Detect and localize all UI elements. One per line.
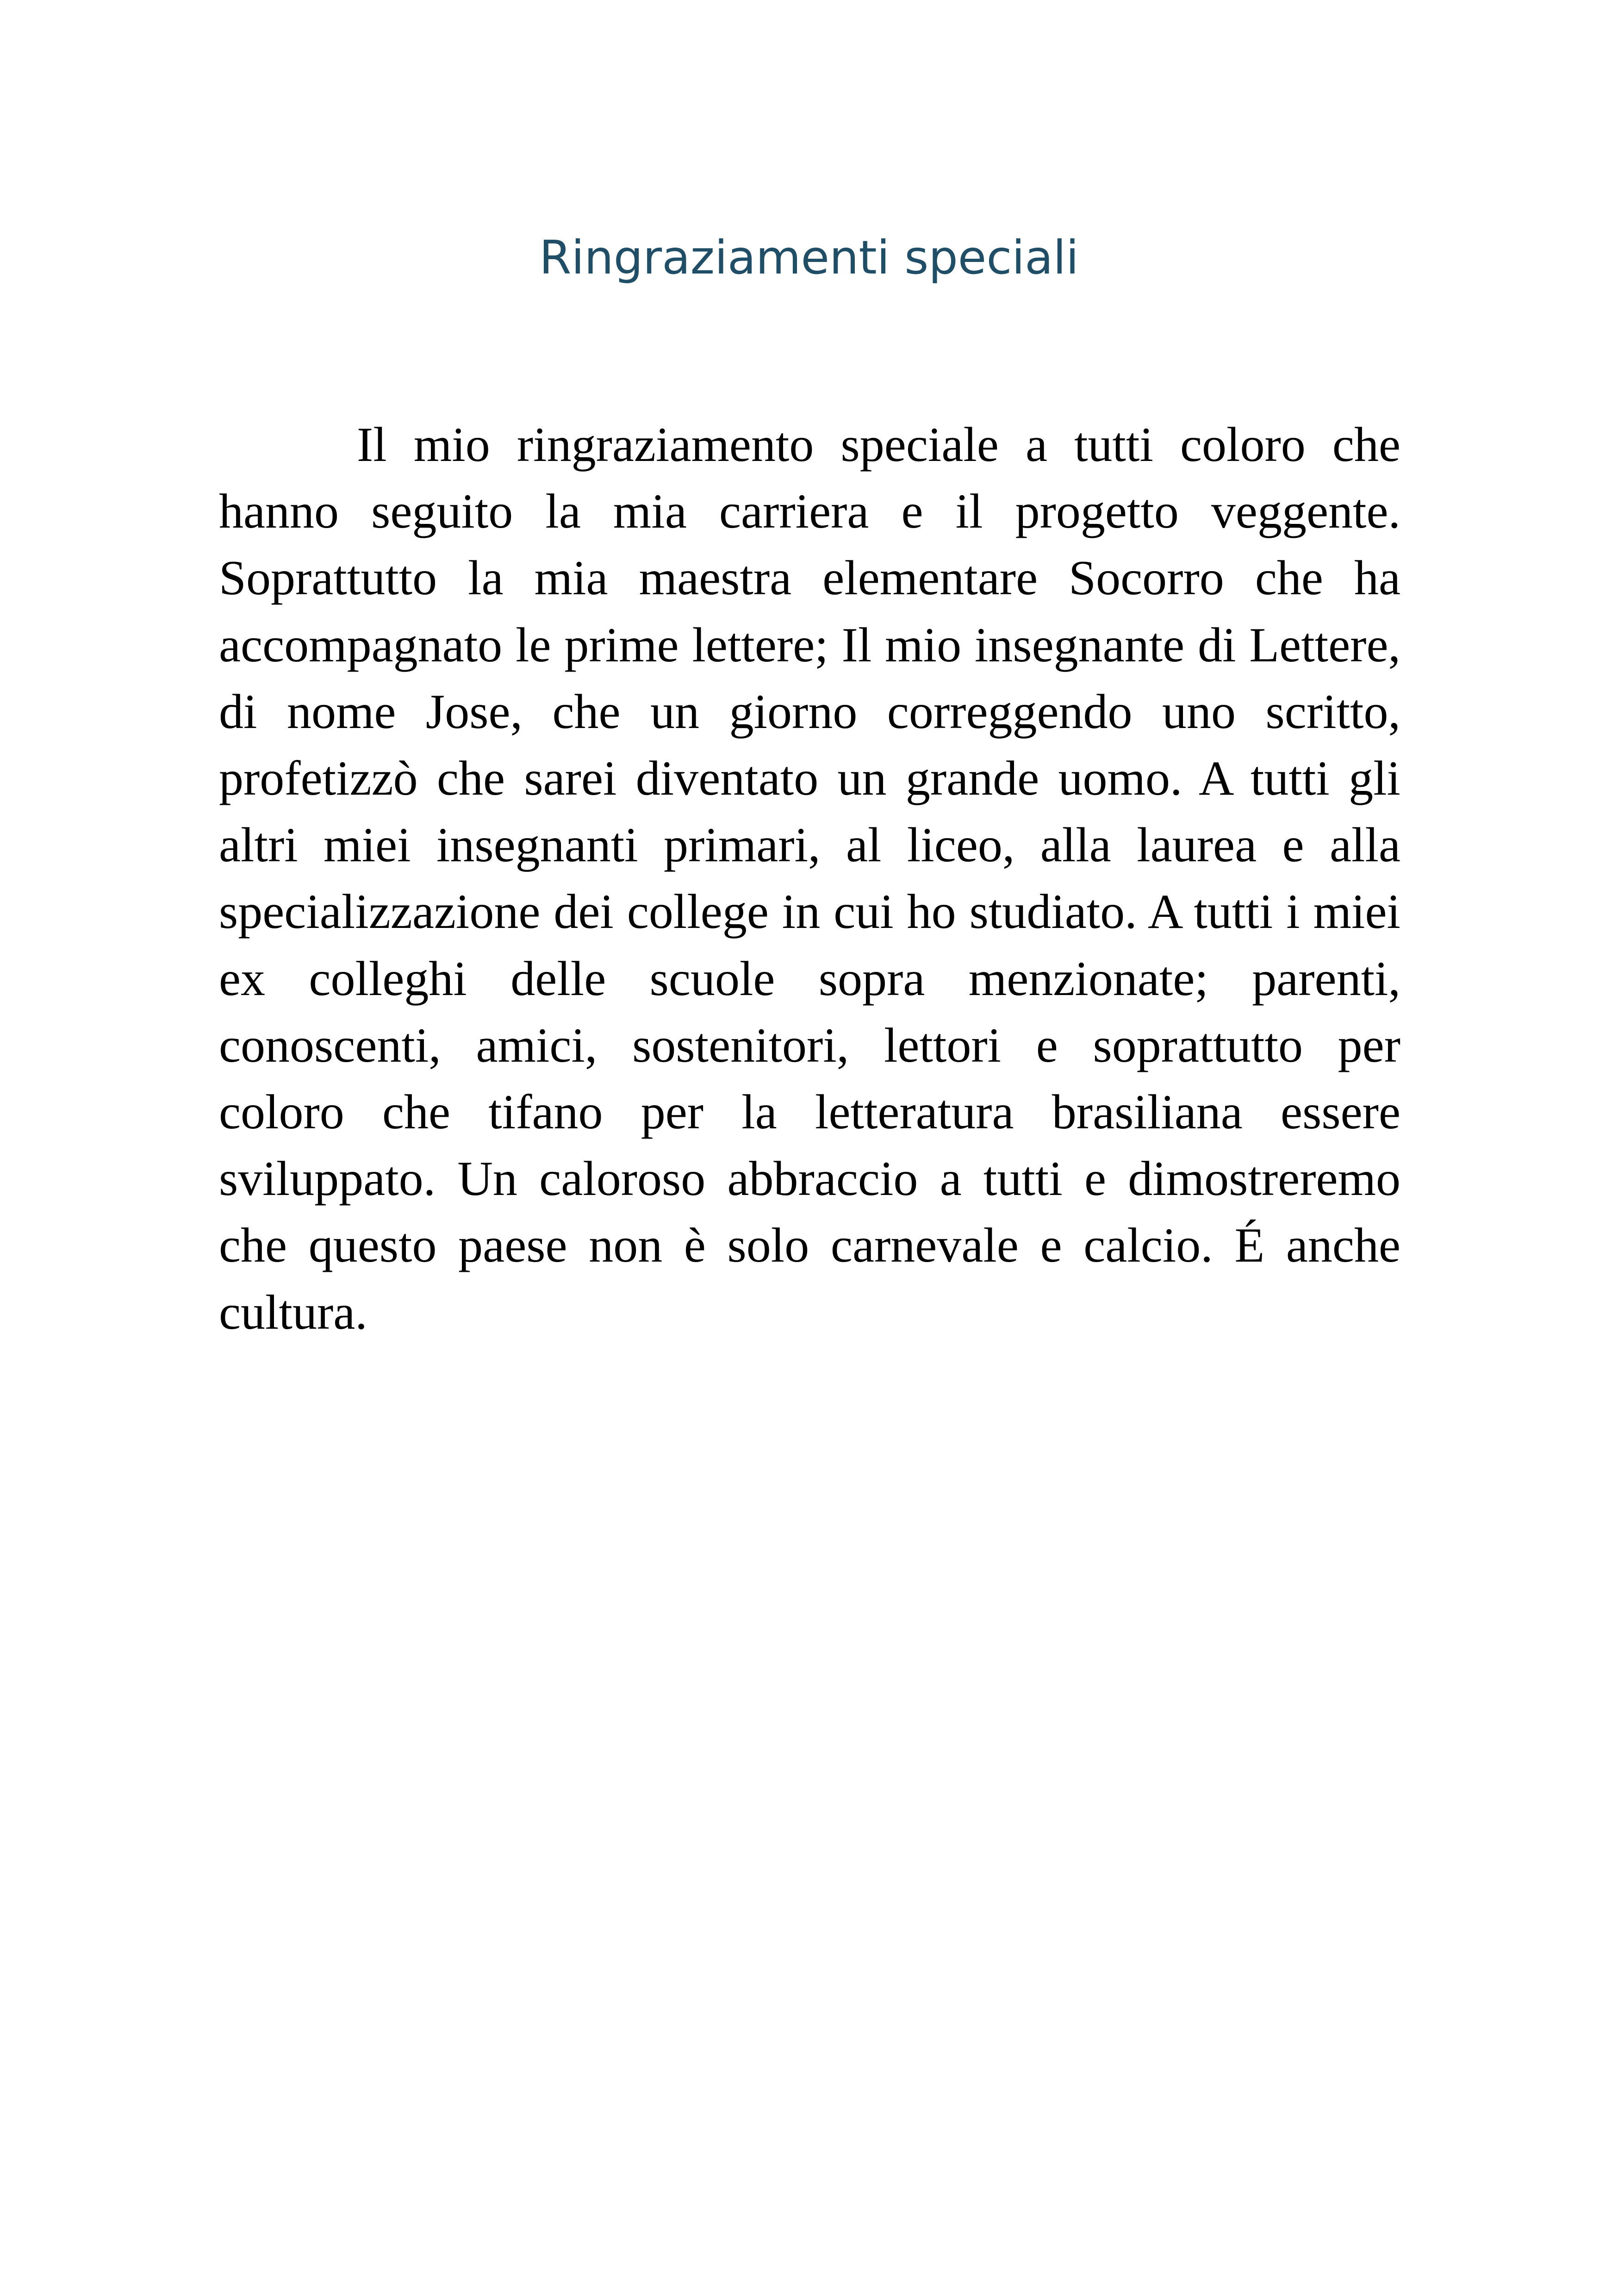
page-title: Ringraziamenti speciali	[539, 230, 1079, 285]
body-paragraph	[219, 411, 1400, 1346]
body-paragraph-text: Il mio ringraziamento speciale a tutti coloro che hanno seguito la mia carriera e il progetto veggente. Soprattutto la mia maestra elementare Socorro che ha accompagnato le prime lettere; Il mio insegnante di Lettere, di nome Jose, che un giorno correggendo uno scritto, profetizzò che sarei diventato un grande uomo. A tutti gli altri miei insegnanti primari, al liceo, alla laurea e alla specializzazione dei college in cui ho studiato. A tutti i miei ex colleghi delle scuole sopra menzionate; parenti, conoscenti, amici, sostenitori, lettori e soprattutto per coloro che tifano per la letteratura brasiliana essere sviluppato. Un caloroso abbraccio a tutti e dimostreremo che questo paese non è solo carnevale e calcio. É anche cultura.	[219, 417, 1400, 1339]
